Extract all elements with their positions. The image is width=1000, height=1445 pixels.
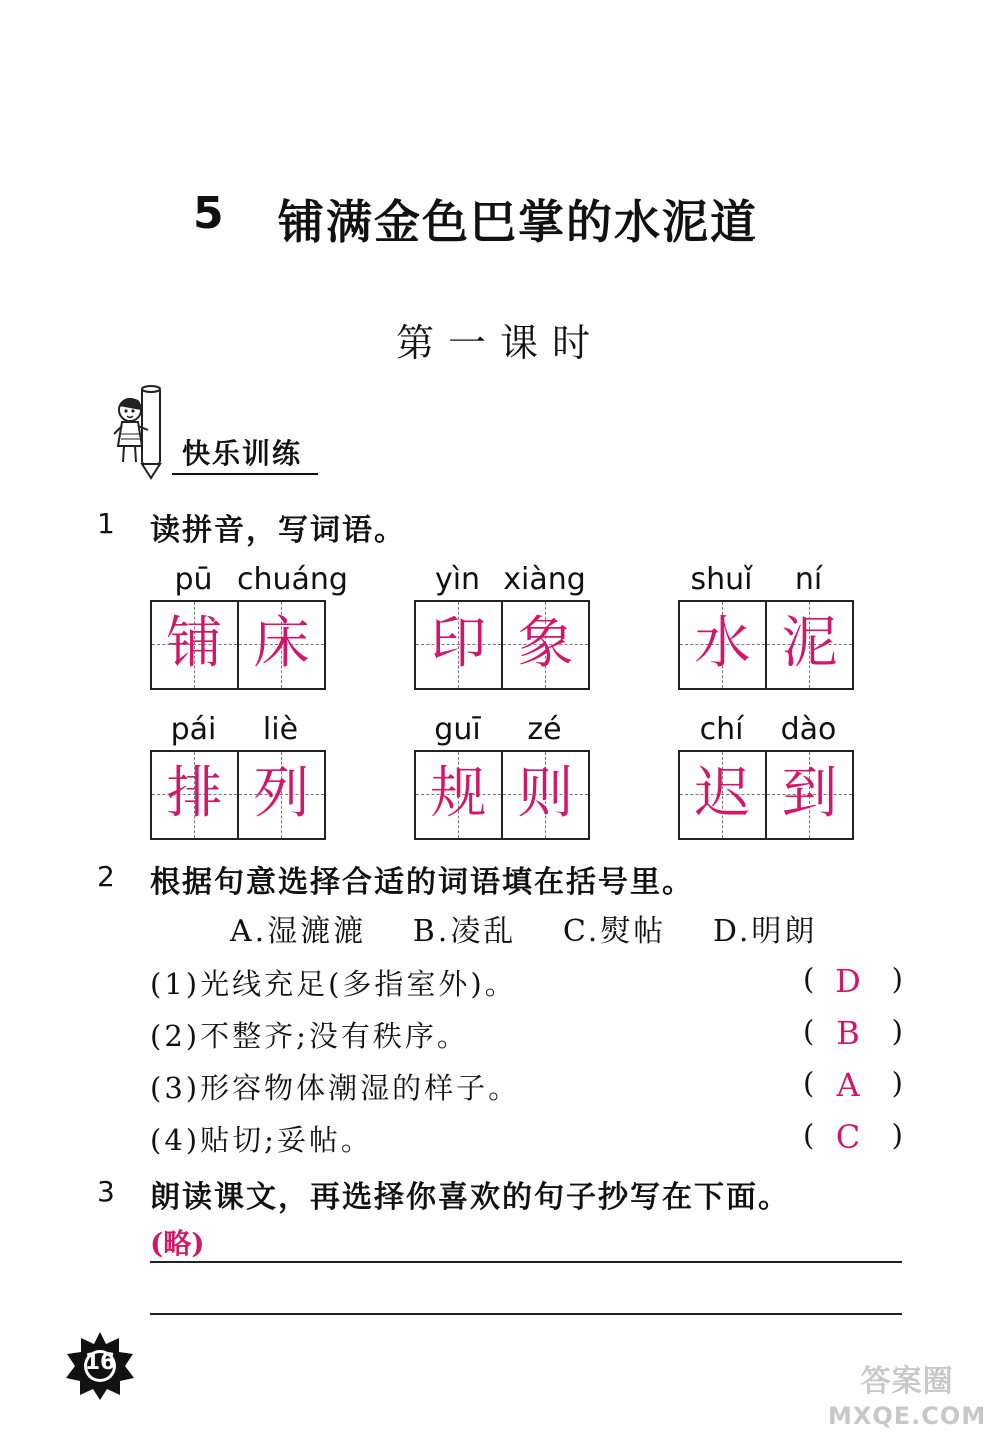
answer-char: 迟 (694, 761, 751, 826)
writing-grid (678, 600, 854, 690)
pinyin: pái (170, 712, 217, 747)
pinyin: shuǐ (690, 562, 753, 597)
answer-char: 列 (253, 761, 310, 826)
option-b: B.凌乱 (412, 914, 517, 949)
pinyin: guī (434, 712, 481, 747)
pinyin: xiàng (503, 562, 586, 597)
answer-char: 象 (517, 611, 574, 676)
writing-line (150, 1313, 902, 1315)
lesson-number: 5 (193, 188, 224, 239)
question-3-prompt: 朗读课文，再选择你喜欢的句子抄写在下面。 (150, 1180, 790, 1215)
writing-grid (414, 750, 590, 840)
answer-char: 泥 (781, 611, 838, 676)
question-2-item: (3)形容物体潮湿的样子。 (150, 1071, 521, 1105)
pinyin: liè (262, 712, 299, 747)
pinyin: ní (794, 562, 823, 597)
question-3-number: 3 (97, 1175, 115, 1208)
writing-grid (678, 750, 854, 840)
pinyin: pū (174, 562, 213, 597)
answer-letter: B (836, 1014, 860, 1052)
pinyin: zé (527, 712, 562, 747)
option-c: C.熨帖 (562, 914, 667, 949)
answer-letter: D (835, 962, 861, 1000)
watermark (828, 1365, 986, 1433)
question-1-number: 1 (97, 507, 115, 540)
section-underline (172, 473, 318, 475)
option-a: A.湿漉漉 (230, 914, 367, 949)
question-1-prompt: 读拼音，写词语。 (150, 513, 406, 548)
answer-letter: C (835, 1118, 861, 1156)
option-list (230, 906, 851, 950)
question-2-prompt: 根据句意选择合适的词语填在括号里。 (150, 865, 694, 900)
section-title: 快乐训练 (182, 437, 303, 470)
answer-char: 水 (694, 611, 751, 676)
watermark-url: MXQE.COM (828, 1402, 987, 1430)
answer-char: 床 (253, 611, 310, 676)
answer-char: 印 (430, 611, 487, 676)
pinyin: dào (780, 712, 837, 747)
pinyin: chuáng (237, 562, 348, 597)
answer-char: 到 (781, 761, 838, 826)
answer-char: 排 (166, 761, 223, 826)
writing-grid (150, 750, 326, 840)
answer-char: 规 (430, 761, 487, 826)
watermark-logo: 答案圈 (860, 1364, 954, 1399)
answer-letter: A (836, 1066, 860, 1104)
lesson-title: 铺满金色巴掌的水泥道 (278, 195, 758, 249)
writing-grid (150, 600, 326, 690)
answer-char: 则 (517, 761, 574, 826)
writing-grid (414, 600, 590, 690)
question-2-number: 2 (97, 860, 115, 893)
answer-char: 铺 (166, 611, 223, 676)
lesson-period: 第一课时 (395, 321, 604, 365)
question-2-item: (2)不整齐;没有秩序。 (150, 1019, 469, 1053)
girl-with-pencil-icon (108, 384, 168, 480)
pinyin: yìn (434, 562, 481, 597)
pinyin: chí (699, 712, 744, 747)
question-2-item: (4)贴切;妥帖。 (150, 1123, 373, 1157)
writing-line (150, 1261, 902, 1263)
option-d: D.明朗 (712, 914, 818, 949)
question-3-answer: (略) (150, 1227, 205, 1260)
question-2-item: (1)光线充足(多指室外)。 (150, 967, 517, 1001)
page-number: 16 (84, 1350, 116, 1375)
